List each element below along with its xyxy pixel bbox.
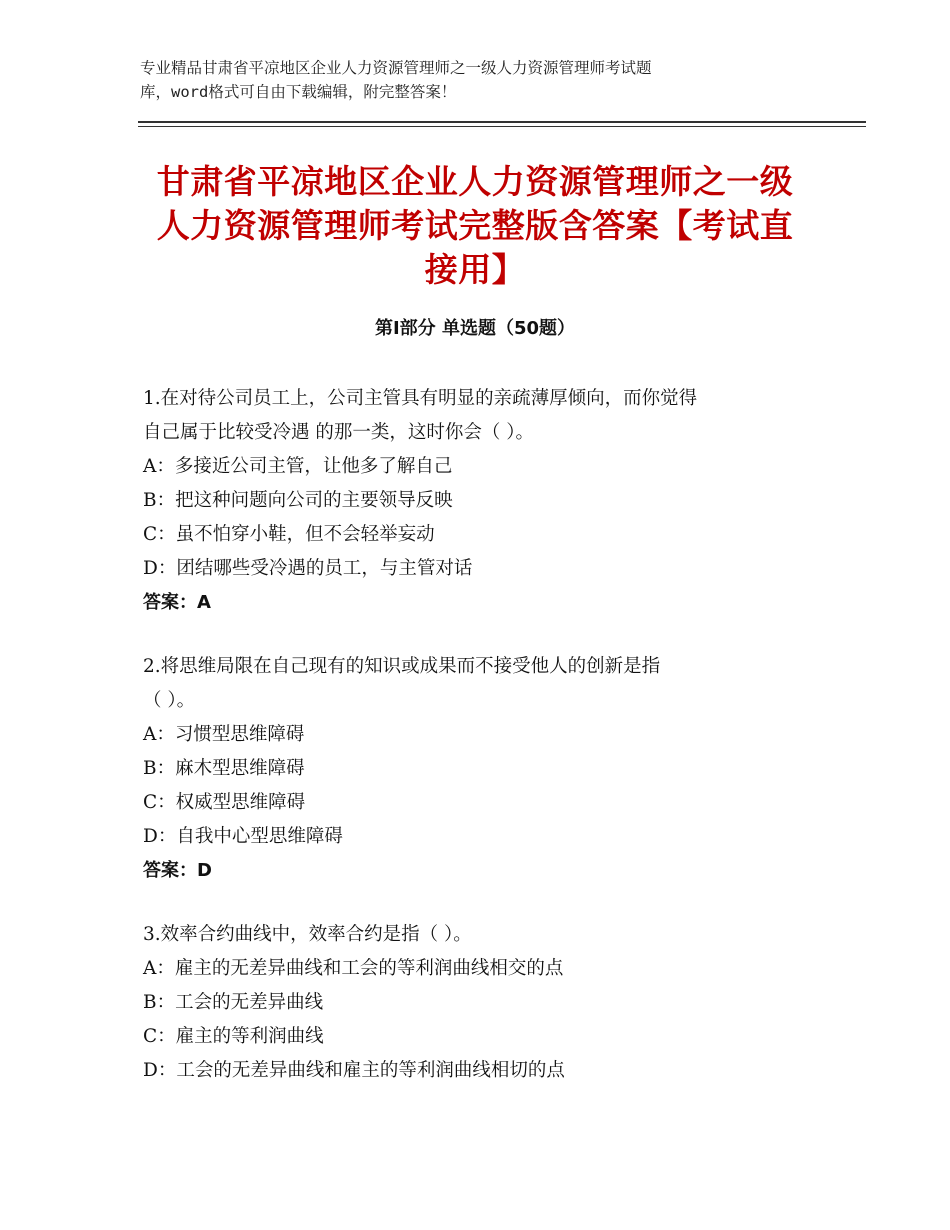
document-title: [120, 160, 830, 292]
title-line-3: 接用】: [424, 250, 526, 289]
header-divider-thin: [138, 126, 866, 127]
question-list: [143, 382, 813, 1118]
header-note: [140, 56, 800, 104]
option-d: D：自我中心型思维障碍: [143, 826, 343, 847]
question-text-line: 1.在对待公司员工上，公司主管具有明显的亲疏薄厚倾向，而你觉得: [143, 388, 698, 409]
question-text-line: （ ）。: [143, 690, 196, 711]
question-text-line: 3.效率合约曲线中，效率合约是指（ ）。: [143, 924, 472, 945]
question-1: [143, 382, 813, 620]
option-a: A：多接近公司主管，让他多了解自己: [143, 456, 453, 477]
header-note-line-2: 库，word格式可自由下载编辑，附完整答案！: [140, 83, 457, 101]
option-c: C：雇主的等利润曲线: [143, 1026, 324, 1047]
option-c: C：权威型思维障碍: [143, 792, 306, 813]
option-b: B：麻木型思维障碍: [143, 758, 305, 779]
question-3: [143, 918, 813, 1088]
option-d: D：团结哪些受冷遇的员工，与主管对话: [143, 558, 473, 579]
title-line-1: 甘肃省平凉地区企业人力资源管理师之一级: [156, 162, 794, 201]
option-b: B：把这种问题向公司的主要领导反映: [143, 490, 453, 511]
title-line-2: 人力资源管理师考试完整版含答案【考试直: [156, 206, 794, 245]
option-b: B：工会的无差异曲线: [143, 992, 324, 1013]
section-title: 第Ⅰ部分 单选题（50题）: [374, 318, 575, 339]
question-text-line: 自己属于比较受冷遇 的那一类，这时你会（ ）。: [143, 422, 535, 443]
option-a: A：习惯型思维障碍: [143, 724, 305, 745]
option-a: A：雇主的无差异曲线和工会的等利润曲线相交的点: [143, 958, 564, 979]
question-text-line: 2.将思维局限在自己现有的知识或成果而不接受他人的创新是指: [143, 656, 661, 677]
header-note-line-1: 专业精品甘肃省平凉地区企业人力资源管理师之一级人力资源管理师考试题: [140, 59, 652, 77]
question-2: [143, 650, 813, 888]
header-divider-thick: [138, 121, 866, 123]
answer: 答案：A: [143, 592, 211, 613]
option-c: C：虽不怕穿小鞋，但不会轻举妄动: [143, 524, 435, 545]
answer: 答案：D: [143, 860, 212, 881]
option-d: D：工会的无差异曲线和雇主的等利润曲线相切的点: [143, 1060, 565, 1081]
